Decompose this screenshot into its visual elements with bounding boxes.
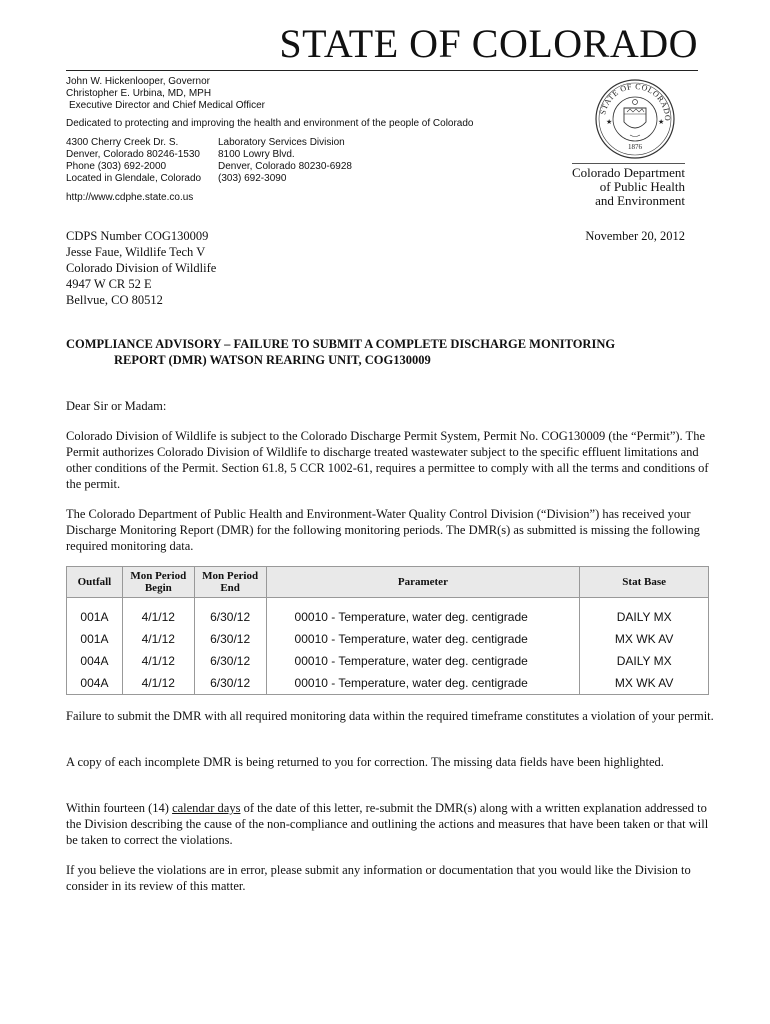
paragraph-dispute: If you believe the violations are in error, please submit any information or documentation that you would like the Division to consider in its review of this matter. (66, 863, 691, 893)
header-period-begin: Mon Period Begin (122, 567, 194, 598)
lab-address-line: 8100 Lowry Blvd. (218, 149, 295, 160)
paragraph-permit: Colorado Division of Wildlife is subject to the Colorado Discharge Permit System, Permit No. COG130009 (the “Permit”). The Permit authorizes Colorado Division of Wildlife to discharge treated wastewater subject to the specific effluent limitations and other conditions of the Permit. Section 61.8, 5 CCR 1002-61, requires a permittee to comply with all the terms and conditions of the permit. (66, 429, 709, 491)
recipient-address (66, 228, 216, 308)
recipient-line: Bellvue, CO 80512 (66, 293, 163, 307)
paragraph-resubmit: Within fourteen (14) calendar days of the date of this letter, re-submit the DMR(s) along with a written explanation addressed to the Division describing the cause of the non-compliance and outlining the actions and measures that have been taken or that will be taken to correct the violations. (66, 801, 709, 847)
end-cell: 6/30/12 (194, 650, 266, 672)
state-seal-icon (594, 78, 676, 160)
svg-text:STATE OF COLORADO (598, 82, 672, 122)
paragraph-violation: Failure to submit the DMR with all required monitoring data within the required timeframe constitutes a violation of your permit. (66, 709, 714, 723)
department-line: and Environment (595, 193, 685, 208)
parameter-cell: 00010 - Temperature, water deg. centigrade (266, 650, 580, 672)
stat-base-cell: DAILY MX (580, 606, 709, 628)
subject-heading (66, 336, 726, 368)
recipient-line: CDPS Number COG130009 (66, 229, 209, 243)
subject-line: COMPLIANCE ADVISORY – FAILURE TO SUBMIT A COMPLETE DISCHARGE MONITORING (66, 337, 616, 351)
table-row (67, 606, 709, 628)
header-rule (66, 70, 698, 71)
stat-base-cell: MX WK AV (580, 672, 709, 695)
website-link[interactable]: http://www.cdphe.state.co.us (66, 192, 194, 203)
mission-statement: Dedicated to protecting and improving the health and environment of the people of Colorado (66, 118, 474, 129)
paragraph-returned: A copy of each incomplete DMR is being returned to you for correction. The missing data fields have been highlighted. (66, 755, 664, 769)
letter-date: November 20, 2012 (585, 229, 685, 243)
end-cell: 6/30/12 (194, 628, 266, 650)
outfall-cell: 004A (67, 650, 123, 672)
table-header-row (67, 567, 709, 598)
main-address-line: Located in Glendale, Colorado (66, 173, 202, 184)
begin-cell: 4/1/12 (122, 606, 194, 628)
lab-address-line: Laboratory Services Division (218, 137, 345, 148)
outfall-cell: 001A (67, 606, 123, 628)
lab-address-block (218, 137, 352, 185)
main-address-line: Denver, Colorado 80246-1530 (66, 149, 200, 160)
table-row (67, 672, 709, 695)
table-row (67, 650, 709, 672)
svg-text:★: ★ (658, 118, 665, 126)
parameter-cell: 00010 - Temperature, water deg. centigrade (266, 606, 580, 628)
parameter-cell: 00010 - Temperature, water deg. centigrade (266, 628, 580, 650)
recipient-line: Jesse Faue, Wildlife Tech V (66, 245, 206, 259)
header-outfall: Outfall (67, 567, 123, 598)
department-name (572, 163, 685, 208)
department-line: Colorado Department (572, 165, 685, 180)
end-cell: 6/30/12 (194, 672, 266, 695)
seal-year: 1876 (628, 143, 642, 151)
state-title: STATE OF COLORADO (279, 21, 698, 66)
main-address-block (66, 137, 201, 185)
calendar-days-emphasis: calendar days (172, 801, 241, 815)
begin-cell: 4/1/12 (122, 672, 194, 695)
paragraph-dmr-received: The Colorado Department of Public Health and Environment-Water Quality Control Division (“Division”) has received your Discharge Monitoring Report (DMR) for the following monitoring periods. The DMR(s) as submitted is missing the following required monitoring data. (66, 507, 700, 553)
officials-block (66, 76, 265, 112)
seal-ring-text: STATE OF COLORADO (598, 81, 673, 122)
svg-text:★: ★ (606, 118, 613, 126)
lab-address-line: Denver, Colorado 80230-6928 (218, 161, 352, 172)
header-parameter: Parameter (266, 567, 580, 598)
director-title-line: Executive Director and Chief Medical Officer (69, 100, 266, 111)
begin-cell: 4/1/12 (122, 628, 194, 650)
main-address-line: 4300 Cherry Creek Dr. S. (66, 137, 179, 148)
lab-address-line: (303) 692-3090 (218, 173, 287, 184)
header-stat-base: Stat Base (580, 567, 709, 598)
begin-cell: 4/1/12 (122, 650, 194, 672)
director-line: Christopher E. Urbina, MD, MPH (66, 88, 212, 99)
recipient-line: Colorado Division of Wildlife (66, 261, 217, 275)
outfall-cell: 004A (67, 672, 123, 695)
salutation: Dear Sir or Madam: (66, 399, 167, 413)
missing-data-table (66, 566, 709, 695)
parameter-cell: 00010 - Temperature, water deg. centigrade (266, 672, 580, 695)
governor-line: John W. Hickenlooper, Governor (66, 76, 210, 87)
table-row (67, 628, 709, 650)
stat-base-cell: DAILY MX (580, 650, 709, 672)
end-cell: 6/30/12 (194, 606, 266, 628)
department-line: of Public Health (599, 179, 685, 194)
subject-line: REPORT (DMR) WATSON REARING UNIT, COG130009 (114, 353, 431, 367)
outfall-cell: 001A (67, 628, 123, 650)
main-address-line: Phone (303) 692-2000 (66, 161, 167, 172)
recipient-line: 4947 W CR 52 E (66, 277, 152, 291)
stat-base-cell: MX WK AV (580, 628, 709, 650)
header-period-end: Mon Period End (194, 567, 266, 598)
